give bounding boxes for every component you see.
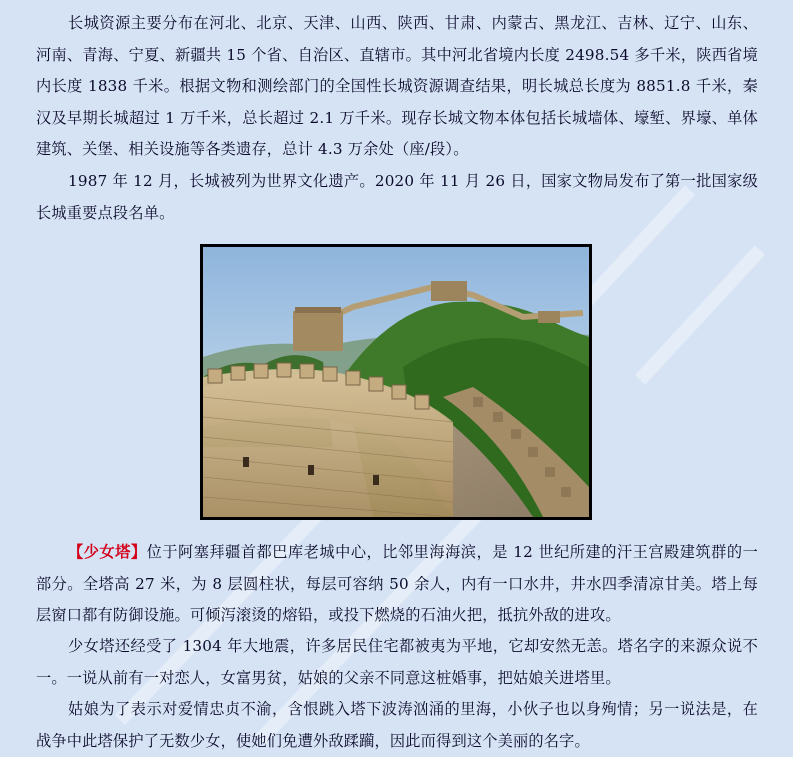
paragraph-world-heritage: 1987 年 12 月，长城被列为世界文化遗产。2020 年 11 月 26 日，国家文物局发布了第一批国家级长城重要点段名单。	[36, 172, 758, 222]
paragraph-great-wall-distribution: 长城资源主要分布在河北、北京、天津、山西、陕西、甘肃、内蒙古、黑龙江、吉林、辽宁、山东、河南、青海、宁夏、新疆共 15 个省、自治区、直辖市。其中河北省境内长度 2498.54 多千米，陕西省境内长度 1838 千米。根据文物和测绘部门的全国性长城资源调查结果，明长城总长度为 8851.8 千米，秦汉及早期长城超过 1 万千米，总长超过 2.1 万千米。现存长城文物本体包括长城墙体、壕堑、界壕、单体建筑、关堡、相关设施等各类遗存，总计 4.3 万余处（座/段）。	[36, 14, 758, 158]
great-wall-photo	[200, 244, 592, 520]
paragraph-maiden-tower-intro	[36, 537, 758, 632]
maiden-tower-title: 【少女塔】	[68, 543, 147, 561]
maiden-tower-description: 位于阿塞拜疆首都巴库老城中心，比邻里海海滨，是 12 世纪所建的汗王宫殿建筑群的一部分。全塔高 27 米，为 8 层圆柱状，每层可容纳 50 余人，内有一口水井，井水四季清凉甘美。塔上每层窗口都有防御设施。可倾泻滚烫的熔铅，或投下燃烧的石油火把，抵抗外敌的进攻。	[36, 543, 758, 624]
paragraph-maiden-tower-earthquake: 少女塔还经受了 1304 年大地震，许多居民住宅都被夷为平地，它却安然无恙。塔名字的来源众说不一。一说从前有一对恋人，女富男贫，姑娘的父亲不同意这桩婚事，把姑娘关进塔里。	[36, 637, 758, 687]
paragraph-maiden-tower-legend: 姑娘为了表示对爱情忠贞不渝，含恨跳入塔下波涛汹涌的里海，小伙子也以身殉情；另一说法是，在战争中此塔保护了无数少女，使她们免遭外敌蹂躏，因此而得到这个美丽的名字。	[36, 700, 758, 750]
great-wall-illustration	[203, 247, 589, 517]
